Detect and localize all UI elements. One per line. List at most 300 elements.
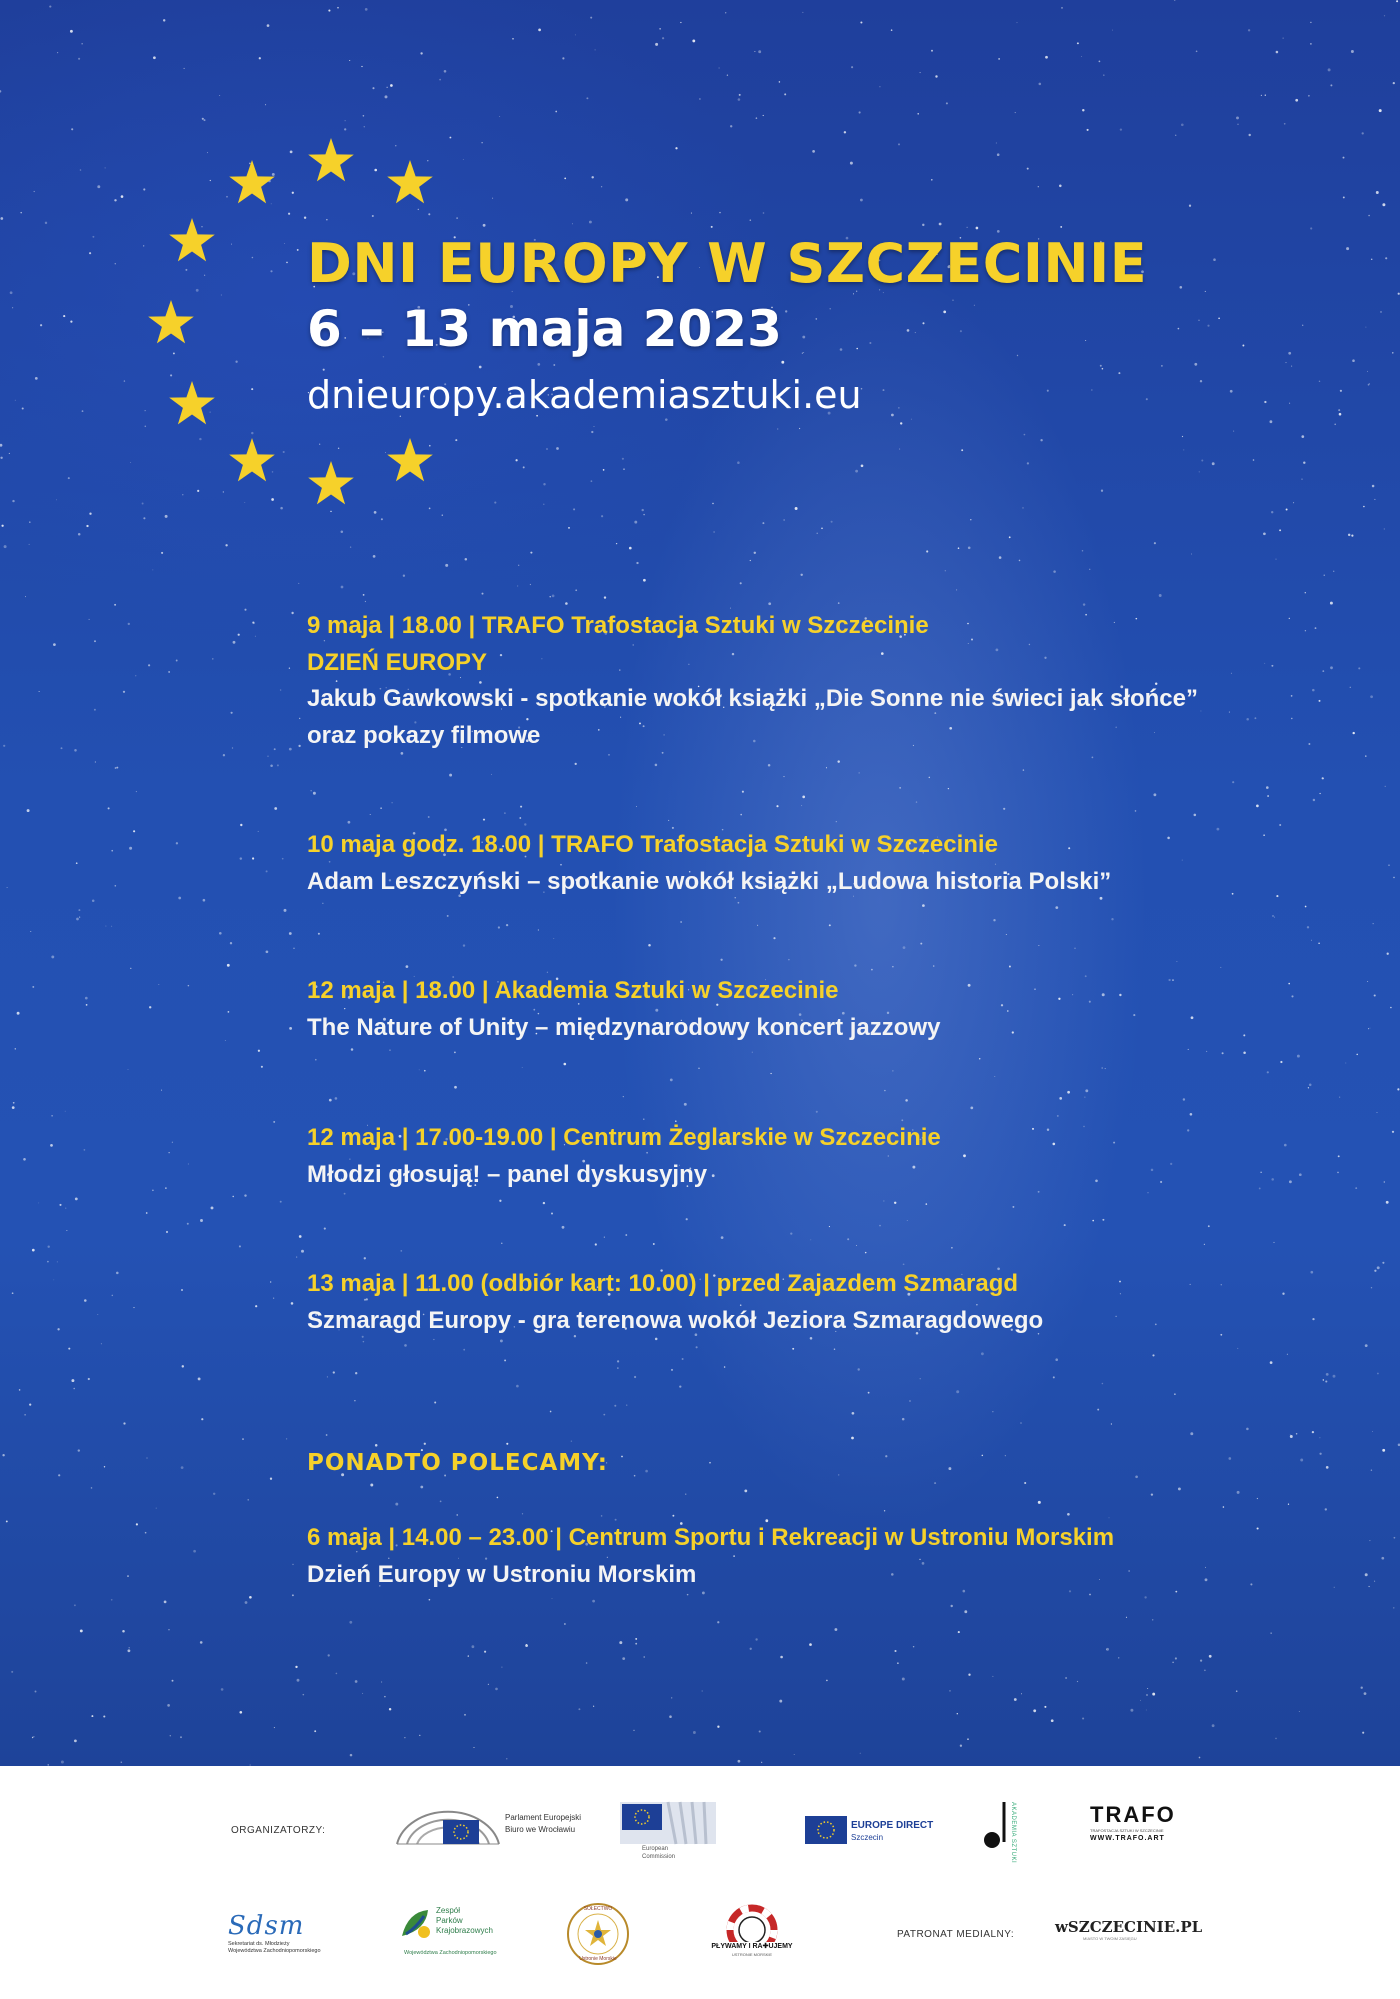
background-star (1067, 1513, 1070, 1516)
background-star (419, 1069, 420, 1070)
background-star (473, 1747, 474, 1748)
background-star (395, 1503, 398, 1506)
background-star (551, 1212, 553, 1214)
background-star (1374, 499, 1375, 500)
background-star (530, 584, 531, 585)
background-star (1365, 1573, 1368, 1576)
background-star (770, 1073, 771, 1074)
background-star (719, 212, 720, 213)
background-star (1152, 1354, 1154, 1356)
background-star (335, 1097, 338, 1100)
background-star (1189, 205, 1191, 207)
background-star (88, 1378, 90, 1380)
background-star (1284, 123, 1286, 125)
background-star (1305, 906, 1307, 908)
background-star (164, 1601, 167, 1604)
background-star (280, 689, 282, 691)
background-star (1339, 1097, 1340, 1098)
background-star (781, 361, 784, 364)
background-star (1204, 1244, 1205, 1245)
lifebuoy-icon (700, 1904, 804, 1942)
background-star (591, 176, 593, 178)
background-star (79, 916, 80, 917)
background-star (506, 924, 508, 926)
background-star (146, 1457, 148, 1459)
background-star (1118, 1657, 1119, 1658)
background-star (7, 887, 8, 888)
background-star (231, 712, 233, 714)
background-star (1290, 1435, 1293, 1438)
background-star (594, 426, 595, 427)
background-star (763, 115, 764, 116)
background-star (742, 791, 744, 793)
background-star (1372, 1431, 1373, 1432)
background-star (1368, 384, 1370, 386)
background-star (555, 111, 557, 113)
background-star (1089, 569, 1090, 570)
background-star (1319, 700, 1321, 702)
background-star (35, 1691, 37, 1693)
background-star (123, 691, 125, 693)
background-star (219, 932, 222, 935)
background-star (565, 602, 568, 605)
background-star (1365, 755, 1366, 756)
background-star (834, 1628, 837, 1631)
background-star (601, 515, 603, 517)
background-star (261, 1066, 263, 1068)
background-star (1174, 1393, 1176, 1395)
event-item (307, 1520, 1307, 1593)
background-star (1358, 667, 1360, 669)
background-star (816, 533, 817, 534)
background-star (370, 1484, 373, 1487)
background-star (1212, 462, 1215, 465)
event-description: The Nature of Unity – międzynarodowy koncert jazzowy (307, 1013, 941, 1041)
background-star (903, 1263, 905, 1265)
background-star (161, 552, 163, 554)
background-star (634, 1376, 636, 1378)
background-star (815, 318, 817, 320)
background-star (1176, 961, 1177, 962)
background-star (245, 1601, 248, 1604)
background-star (633, 1730, 634, 1731)
background-star (2, 1454, 4, 1456)
background-star (1390, 1007, 1392, 1009)
background-star (47, 1261, 49, 1263)
background-star (329, 1099, 332, 1102)
background-star (1393, 877, 1394, 878)
background-star (740, 814, 742, 816)
background-star (1220, 967, 1221, 968)
background-star (653, 1243, 655, 1245)
background-star (648, 944, 651, 947)
background-star (837, 760, 839, 762)
background-star (295, 1666, 297, 1668)
background-star (635, 1638, 637, 1640)
background-star (1362, 1732, 1364, 1734)
background-star (298, 745, 300, 747)
background-star (1367, 371, 1368, 372)
background-star (227, 964, 230, 967)
background-star (1326, 1466, 1329, 1469)
background-star (1082, 550, 1084, 552)
background-star (905, 1099, 908, 1102)
background-star (92, 900, 95, 903)
background-star (499, 116, 500, 117)
background-star (176, 842, 178, 844)
background-star (1337, 1172, 1339, 1174)
background-star (1159, 594, 1162, 597)
background-star (1345, 1063, 1346, 1064)
background-star (951, 1247, 953, 1249)
background-star (1017, 355, 1018, 356)
background-star (445, 564, 448, 567)
trafo-logo (1090, 1802, 1180, 1850)
background-star (1082, 109, 1084, 111)
event-item (307, 827, 1307, 900)
background-star (1044, 1706, 1046, 1708)
background-star (1322, 670, 1324, 672)
background-star (946, 102, 948, 104)
background-star (522, 1513, 523, 1514)
background-star (899, 787, 900, 788)
background-star (1267, 795, 1269, 797)
background-star (1038, 186, 1039, 187)
background-star (1397, 1088, 1399, 1090)
background-star (506, 1758, 507, 1759)
background-star (860, 199, 863, 202)
background-star (133, 1307, 134, 1308)
seal-bottom-text: Ustronie Morskie (579, 1956, 617, 1962)
background-star (188, 1163, 189, 1164)
event-description: Adam Leszczyński – spotkanie wokół książki „Ludowa historia Polski” (307, 867, 1112, 895)
website-url[interactable]: dnieuropy.akademiasztuki.eu (307, 373, 862, 417)
background-star (255, 1305, 257, 1307)
background-star (1385, 257, 1387, 259)
background-star (595, 1243, 597, 1245)
background-star (879, 1225, 881, 1227)
background-star (252, 857, 254, 859)
background-star (116, 1272, 119, 1275)
background-star (779, 81, 781, 83)
background-star (626, 1405, 627, 1406)
background-star (737, 461, 740, 464)
background-star (1290, 1434, 1291, 1435)
background-star (1024, 1482, 1026, 1484)
background-star (922, 904, 925, 907)
background-star (996, 142, 997, 143)
background-star (1161, 365, 1163, 367)
eu-star-icon (148, 300, 194, 343)
background-star (865, 1252, 866, 1253)
background-star (670, 1079, 673, 1082)
background-star (590, 17, 592, 19)
background-star (831, 521, 833, 523)
background-star (1388, 864, 1389, 865)
background-star (840, 348, 843, 351)
background-star (982, 1455, 984, 1457)
background-star (95, 762, 96, 763)
background-star (1087, 129, 1089, 131)
background-star (327, 1376, 328, 1377)
eu-star-icon (308, 138, 354, 181)
background-star (101, 1343, 102, 1344)
background-star (57, 1261, 58, 1262)
background-star (1339, 413, 1342, 416)
background-star (1152, 1693, 1155, 1696)
background-star (750, 1648, 752, 1650)
background-star (291, 612, 293, 614)
background-star (926, 1203, 928, 1205)
background-star (375, 1444, 378, 1447)
background-star (1055, 1358, 1058, 1361)
background-star (968, 547, 971, 550)
background-star (324, 1228, 326, 1230)
parliament-office: Biuro we Wrocławiu (505, 1825, 576, 1834)
background-star (491, 774, 492, 775)
background-star (1370, 1028, 1371, 1029)
background-star (11, 1671, 13, 1673)
background-star (4, 545, 7, 548)
background-star (1368, 215, 1370, 217)
background-star (146, 1212, 148, 1214)
background-star (884, 1510, 885, 1511)
background-star (603, 469, 605, 471)
background-star (25, 596, 26, 597)
background-star (1045, 56, 1048, 59)
background-star (76, 918, 79, 921)
background-star (181, 1466, 184, 1469)
background-star (1371, 259, 1372, 260)
background-star (74, 1604, 76, 1606)
background-star (1199, 1757, 1201, 1759)
background-star (1180, 286, 1183, 289)
background-star (992, 1676, 993, 1677)
background-star (713, 531, 715, 533)
background-star (1064, 1224, 1066, 1226)
background-star (709, 1462, 711, 1464)
background-star (1310, 227, 1312, 229)
background-star (1023, 769, 1024, 770)
background-star (1312, 689, 1315, 692)
wszczecinie-name: wSZCZECINIE.PL (1055, 1918, 1203, 1936)
background-star (999, 556, 1002, 559)
background-star (857, 1368, 859, 1370)
background-star (1084, 1097, 1085, 1098)
background-star (543, 483, 545, 485)
background-star (809, 1643, 812, 1646)
background-star (1384, 528, 1385, 529)
background-star (897, 1662, 899, 1664)
sponsors-footer (0, 1766, 1400, 1999)
background-star (114, 604, 116, 606)
background-star (188, 985, 190, 987)
background-star (373, 555, 376, 558)
event-item (307, 608, 1307, 754)
background-star (553, 364, 555, 366)
background-star (894, 1202, 896, 1204)
background-star (800, 574, 802, 576)
background-star (994, 1076, 995, 1077)
background-star (161, 1090, 162, 1091)
background-star (289, 748, 292, 751)
background-star (970, 1107, 973, 1110)
background-star (635, 1643, 637, 1645)
background-star (537, 363, 540, 366)
background-star (84, 1149, 86, 1151)
background-star (1382, 1262, 1384, 1264)
background-star (255, 636, 256, 637)
background-star (1328, 68, 1331, 71)
background-star (172, 1680, 174, 1682)
background-star (821, 527, 823, 529)
background-star (291, 1302, 294, 1305)
background-star (1297, 1055, 1300, 1058)
background-star (659, 28, 660, 29)
background-star (1237, 1348, 1238, 1349)
background-star (1392, 1131, 1394, 1133)
background-star (562, 57, 564, 59)
background-star (1319, 1437, 1320, 1438)
background-star (518, 565, 519, 566)
background-star (1353, 732, 1355, 734)
background-star (1209, 1655, 1212, 1658)
background-star (233, 641, 236, 644)
background-star (1248, 29, 1250, 31)
commission-name: European (642, 1846, 669, 1852)
background-star (403, 575, 405, 577)
background-star (1152, 1619, 1153, 1620)
background-star (1038, 1501, 1041, 1504)
background-star (1243, 1052, 1246, 1055)
also-recommended-heading: PONADTO POLECAMY: (307, 1450, 608, 1476)
background-star (17, 1012, 20, 1015)
background-star (552, 1598, 553, 1599)
background-star (1301, 435, 1304, 438)
sdsm-line1: Sekretariat ds. Młodzieży (228, 1941, 290, 1947)
background-star (530, 552, 532, 554)
parliament-name: Parlament Europejski (505, 1813, 582, 1822)
background-star (97, 1314, 98, 1315)
background-star (717, 1726, 719, 1728)
background-star (856, 1245, 857, 1246)
background-star (826, 767, 827, 768)
background-star (1393, 82, 1395, 84)
background-star (1178, 1487, 1181, 1490)
background-star (1103, 74, 1105, 76)
background-star (103, 1715, 105, 1717)
background-star (784, 93, 786, 95)
background-star (1019, 560, 1021, 562)
background-star (573, 508, 575, 510)
background-star (550, 1411, 552, 1413)
background-star (1059, 1097, 1062, 1100)
background-star (506, 1443, 508, 1445)
background-star (1300, 1459, 1303, 1462)
background-star (939, 223, 942, 226)
background-star (1334, 424, 1336, 426)
background-star (1272, 915, 1273, 916)
background-star (883, 1201, 884, 1202)
background-star (1256, 805, 1259, 808)
background-star (885, 1455, 887, 1457)
background-star (1206, 1051, 1207, 1052)
background-star (829, 308, 830, 309)
background-star (280, 1201, 282, 1203)
parks-line2: Parków (436, 1916, 463, 1925)
background-star (621, 1456, 623, 1458)
background-star (1386, 1201, 1389, 1204)
background-star (123, 1422, 125, 1424)
background-star (1310, 22, 1311, 23)
background-star (730, 125, 732, 127)
background-star (424, 1443, 426, 1445)
background-star (698, 1068, 699, 1069)
background-star (47, 1245, 49, 1247)
event-item (307, 1266, 1307, 1339)
background-star (213, 1493, 215, 1495)
background-star (616, 543, 617, 544)
background-star (148, 664, 150, 666)
background-star (404, 1737, 405, 1738)
background-star (643, 579, 646, 582)
background-star (519, 817, 521, 819)
background-star (755, 1638, 757, 1640)
background-star (1111, 918, 1113, 920)
background-star (1382, 1449, 1385, 1452)
background-star (1102, 1219, 1104, 1221)
background-star (801, 805, 802, 806)
background-star (1372, 485, 1375, 488)
event-subtitle: DZIEŃ EUROPY (307, 648, 488, 676)
background-star (1377, 1373, 1379, 1375)
background-star (1092, 757, 1094, 759)
eu-star-icon (387, 438, 433, 481)
background-star (1074, 948, 1075, 949)
background-star (691, 213, 692, 214)
background-star (166, 1231, 168, 1233)
background-star (1319, 1453, 1321, 1455)
background-star (920, 943, 922, 945)
music-note-icon (982, 1798, 1012, 1854)
background-star (1377, 1112, 1378, 1113)
background-star (759, 1730, 761, 1732)
background-star (761, 1762, 762, 1763)
background-star (1367, 981, 1368, 982)
background-star (642, 509, 644, 511)
background-star (591, 431, 593, 433)
background-star (1200, 1659, 1202, 1661)
media-patron-label: PATRONAT MEDIALNY: (897, 1929, 1015, 1940)
background-star (181, 1289, 183, 1291)
background-star (956, 1390, 959, 1393)
background-star (1325, 1508, 1327, 1510)
background-star (696, 1346, 698, 1348)
background-star (629, 547, 632, 550)
background-star (238, 634, 240, 636)
background-star (203, 899, 206, 902)
background-star (258, 831, 259, 832)
background-star (61, 747, 63, 749)
background-star (1296, 1433, 1298, 1435)
background-star (128, 1647, 129, 1648)
background-star (1253, 459, 1255, 461)
background-star (1362, 132, 1364, 134)
background-star (1183, 1098, 1185, 1100)
background-star (29, 1403, 31, 1405)
background-star (525, 1644, 528, 1647)
background-star (684, 1103, 687, 1106)
